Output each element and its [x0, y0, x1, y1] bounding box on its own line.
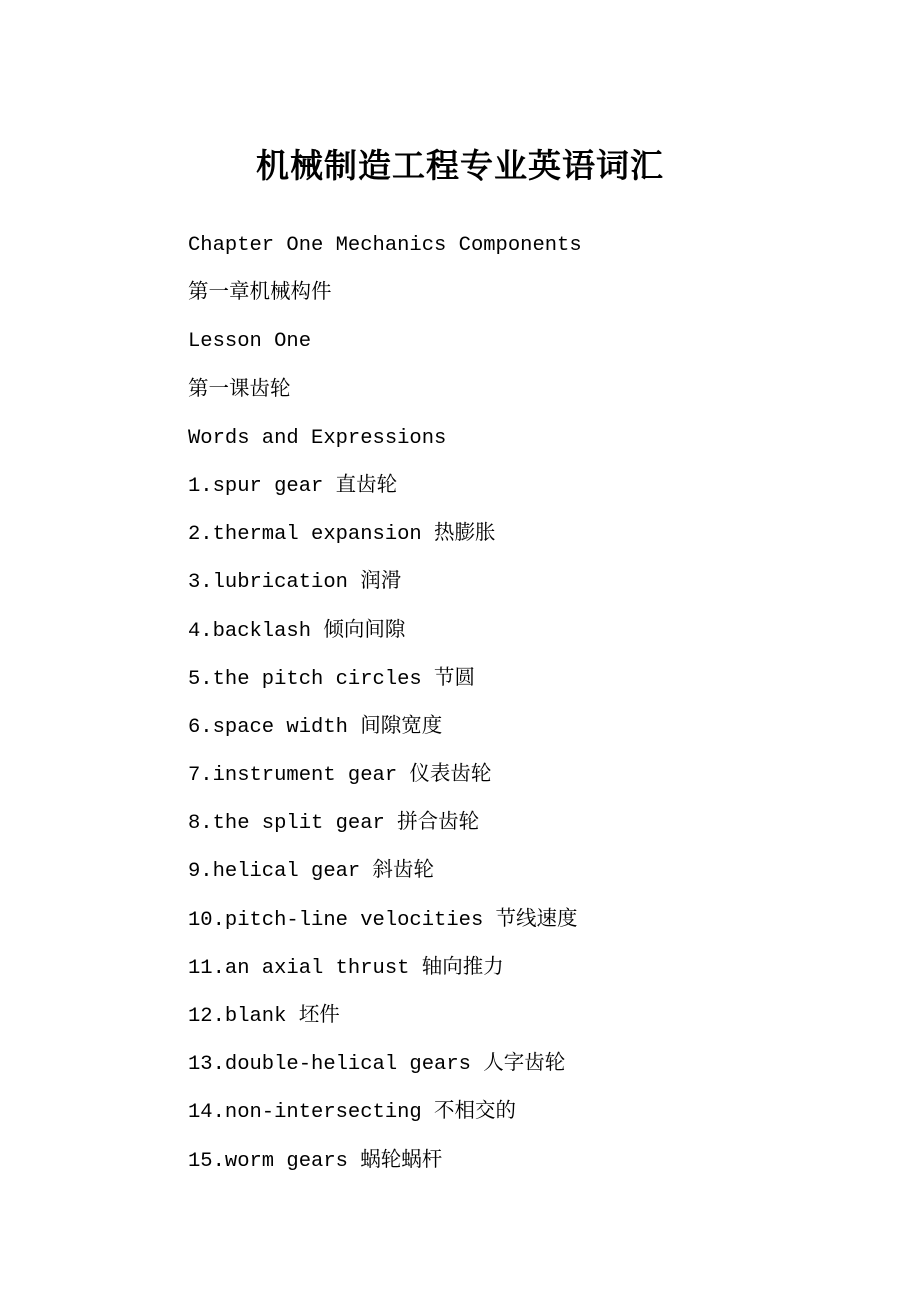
page-title: 机械制造工程专业英语词汇 — [256, 146, 664, 185]
vocab-item: 3.lubrication 润滑 — [188, 571, 402, 595]
chapter-heading: Chapter One Mechanics Components — [188, 234, 582, 257]
vocab-item: 7.instrument gear 仪表齿轮 — [188, 764, 492, 788]
vocab-item: 8.the split gear 拼合齿轮 — [188, 812, 480, 836]
vocab-item: 4.backlash 倾向间隙 — [188, 619, 406, 643]
vocab-item: 6.space width 间隙宽度 — [188, 715, 443, 739]
vocab-item: 13.double-helical gears 人字齿轮 — [188, 1053, 566, 1077]
vocab-item: 11.an axial thrust 轴向推力 — [188, 956, 504, 980]
vocab-item: 2.thermal expansion 热膨胀 — [188, 523, 496, 547]
vocab-item: 9.helical gear 斜齿轮 — [188, 860, 435, 884]
vocab-item: 5.the pitch circles 节圆 — [188, 667, 476, 691]
vocab-item: 1.spur gear 直齿轮 — [188, 474, 398, 498]
vocab-item: 10.pitch-line velocities 节线速度 — [188, 908, 578, 932]
chapter-heading-zh: 第一章机械构件 — [188, 282, 332, 306]
lesson-heading: Lesson One — [188, 330, 312, 354]
section-heading: Words and Expressions — [188, 426, 447, 450]
vocab-item: 12.blank 坯件 — [188, 1005, 340, 1028]
vocab-item: 14.non-intersecting 不相交的 — [188, 1101, 517, 1125]
vocab-item: 15.worm gears 蜗轮蜗杆 — [188, 1149, 443, 1173]
lesson-heading-zh: 第一课齿轮 — [188, 378, 291, 402]
document-body — [188, 226, 888, 1190]
